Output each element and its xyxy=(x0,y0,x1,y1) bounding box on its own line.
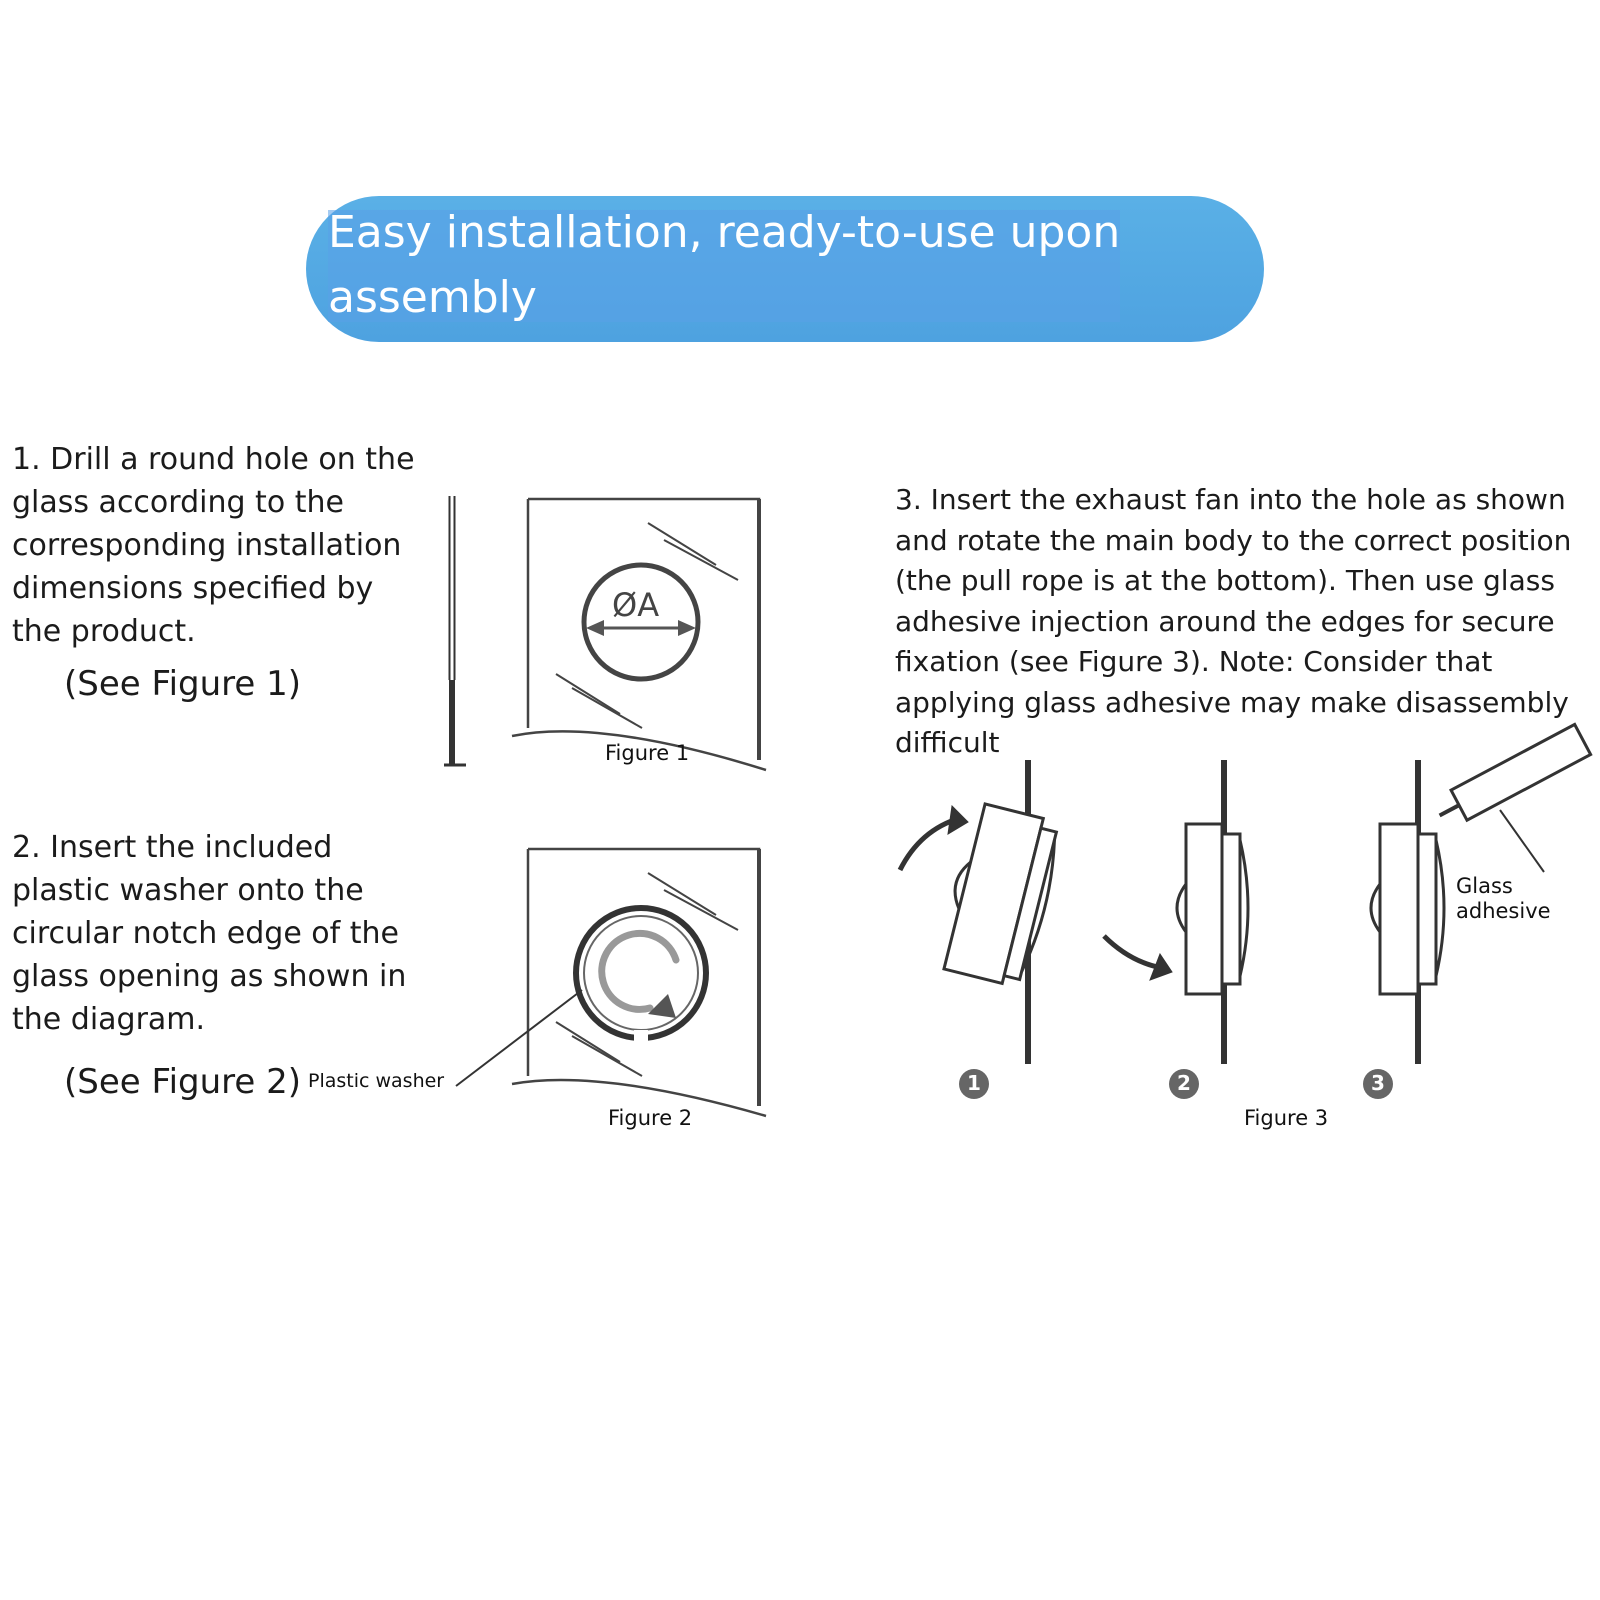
stage-number-3: 3 xyxy=(1371,1071,1385,1095)
step-2-figure-ref: (See Figure 2) xyxy=(64,1062,302,1102)
stage-number-2: 2 xyxy=(1177,1071,1191,1095)
glass-adhesive-label: Glass adhesive xyxy=(1456,874,1551,923)
step-1-figure-ref: (See Figure 1) xyxy=(64,664,302,704)
figure-3-stage-1 xyxy=(900,760,1066,1099)
figure-2-caption: Figure 2 xyxy=(608,1106,693,1130)
figure-1-caption: Figure 1 xyxy=(605,741,690,765)
figure-3-caption: Figure 3 xyxy=(1244,1106,1329,1130)
step-3-text: 3. Insert the exhaust fan into the hole as shown and rotate the main body to the correct position (the pull rope is at the bottom). Then use glass adhesive injection around the edges for secure fixation (see Figure 3). Note: Consider that applying glass adhesive may make disassembly difficult xyxy=(895,483,1572,759)
hole-diameter-label: ØA xyxy=(612,586,660,624)
step-2-text: 2. Insert the included plastic washer onto the circular notch edge of the glass opening as shown in the diagram. xyxy=(12,830,407,1037)
plastic-washer-label: Plastic washer xyxy=(308,1070,445,1092)
step-1-text: 1. Drill a round hole on the glass according to the corresponding installation dimensions specified by the product. xyxy=(12,442,415,649)
figure-3-stage-2 xyxy=(1104,760,1248,1099)
figure-1-glass-edge xyxy=(444,496,466,765)
banner-title: Easy installation, ready-to-use upon assembly xyxy=(328,207,1121,323)
figure-2-washer xyxy=(456,908,706,1086)
stage-number-1: 1 xyxy=(967,1071,981,1095)
